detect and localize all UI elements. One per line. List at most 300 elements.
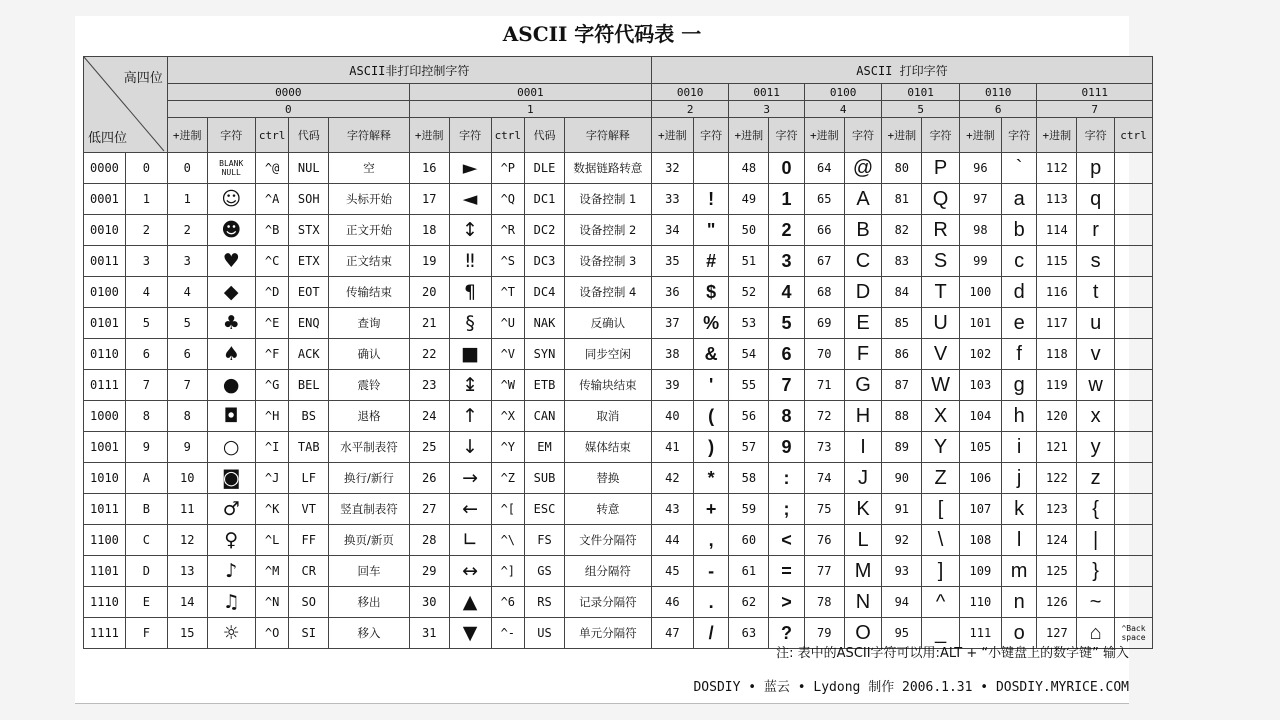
print-char: # — [693, 246, 729, 277]
ctrl-empty — [1114, 339, 1152, 370]
group-bin-6: 0110 — [959, 84, 1037, 101]
control-char: ► — [449, 153, 491, 184]
control-desc: 确认 — [329, 339, 410, 370]
group-hex-4: 4 — [804, 101, 882, 118]
control-char: ○ — [207, 432, 255, 463]
print-char: S — [922, 246, 960, 277]
control-char: ‼ — [449, 246, 491, 277]
row-hex: 1 — [125, 184, 167, 215]
control-char: ♫ — [207, 587, 255, 618]
col-header-char: 字符 — [693, 118, 729, 153]
print-char: 7 — [769, 370, 805, 401]
control-char: ∟ — [449, 525, 491, 556]
col-header-char: 字符 — [207, 118, 255, 153]
print-char: E — [844, 308, 882, 339]
control-ctrl: ^E — [255, 308, 289, 339]
row-bin: 1110 — [84, 587, 126, 618]
print-dec: 110 — [959, 587, 1001, 618]
print-dec: 93 — [882, 556, 922, 587]
print-char: { — [1077, 494, 1115, 525]
row-hex: 7 — [125, 370, 167, 401]
print-char: Q — [922, 184, 960, 215]
print-dec: 68 — [804, 277, 844, 308]
control-dec: 9 — [167, 432, 207, 463]
ctrl-empty — [1114, 215, 1152, 246]
control-desc: 正文开始 — [329, 215, 410, 246]
table-row — [84, 370, 1153, 401]
control-ctrl: ^D — [255, 277, 289, 308]
print-dec: 106 — [959, 463, 1001, 494]
print-dec: 122 — [1037, 463, 1077, 494]
print-char: A — [844, 184, 882, 215]
control-dec: 28 — [409, 525, 449, 556]
footnote: 注: 表中的ASCII字符可以用:ALT + “小键盘上的数字键” 输入 — [776, 646, 1129, 661]
control-char: ☺ — [207, 184, 255, 215]
print-dec: 94 — [882, 587, 922, 618]
corner-header — [84, 57, 168, 153]
control-ctrl: ^W — [491, 370, 525, 401]
print-char: U — [922, 308, 960, 339]
print-char: l — [1001, 525, 1037, 556]
print-char: v — [1077, 339, 1115, 370]
print-dec: 49 — [729, 184, 769, 215]
control-char: ♥ — [207, 246, 255, 277]
control-desc: 组分隔符 — [564, 556, 651, 587]
print-dec: 59 — [729, 494, 769, 525]
control-char: ◄ — [449, 184, 491, 215]
table-row — [84, 432, 1153, 463]
print-dec: 37 — [651, 308, 693, 339]
row-hex: A — [125, 463, 167, 494]
col-header-dec: +进制 — [409, 118, 449, 153]
table-row — [84, 184, 1153, 215]
print-dec: 67 — [804, 246, 844, 277]
col-header-dec: +进制 — [1037, 118, 1077, 153]
print-char: T — [922, 277, 960, 308]
control-ctrl: ^G — [255, 370, 289, 401]
row-bin: 0100 — [84, 277, 126, 308]
print-dec: 52 — [729, 277, 769, 308]
control-desc: 媒体结束 — [564, 432, 651, 463]
control-char: ☼ — [207, 618, 255, 649]
print-dec: 80 — [882, 153, 922, 184]
print-char: ( — [693, 401, 729, 432]
control-char: ↓ — [449, 432, 491, 463]
col-header-char: 字符 — [449, 118, 491, 153]
control-char: ♪ — [207, 556, 255, 587]
control-ctrl: ^H — [255, 401, 289, 432]
print-dec: 100 — [959, 277, 1001, 308]
control-desc: 设备控制 1 — [564, 184, 651, 215]
print-char: ) — [693, 432, 729, 463]
control-char: § — [449, 308, 491, 339]
control-char: ◆ — [207, 277, 255, 308]
print-char: + — [693, 494, 729, 525]
print-dec: 89 — [882, 432, 922, 463]
print-char: H — [844, 401, 882, 432]
control-ctrl: ^M — [255, 556, 289, 587]
col-header-dec: +进制 — [882, 118, 922, 153]
control-dec: 3 — [167, 246, 207, 277]
print-dec: 78 — [804, 587, 844, 618]
control-dec: 4 — [167, 277, 207, 308]
print-dec: 113 — [1037, 184, 1077, 215]
print-char: C — [844, 246, 882, 277]
control-code: CAN — [525, 401, 565, 432]
group-bin-3: 0011 — [729, 84, 804, 101]
control-ctrl: ^B — [255, 215, 289, 246]
print-dec: 117 — [1037, 308, 1077, 339]
control-char: ♂ — [207, 494, 255, 525]
control-code: CR — [289, 556, 329, 587]
print-char: J — [844, 463, 882, 494]
row-bin: 0101 — [84, 308, 126, 339]
control-char: ¶ — [449, 277, 491, 308]
print-dec: 95 — [882, 618, 922, 649]
print-char: * — [693, 463, 729, 494]
print-char: ^ — [922, 587, 960, 618]
print-dec: 65 — [804, 184, 844, 215]
col-header-dec: +进制 — [959, 118, 1001, 153]
control-desc: 单元分隔符 — [564, 618, 651, 649]
control-ctrl: ^N — [255, 587, 289, 618]
control-dec: 27 — [409, 494, 449, 525]
ctrl-empty — [1114, 308, 1152, 339]
group-hex-1: 1 — [409, 101, 651, 118]
control-code: NAK — [525, 308, 565, 339]
page-title: ASCII 字符代码表 一 — [502, 22, 702, 46]
print-char: x — [1077, 401, 1115, 432]
table-row — [84, 215, 1153, 246]
print-dec: 97 — [959, 184, 1001, 215]
control-ctrl: ^Z — [491, 463, 525, 494]
print-dec: 48 — [729, 153, 769, 184]
col-header-desc: 字符解释 — [564, 118, 651, 153]
col-header-code: 代码 — [525, 118, 565, 153]
print-char: Z — [922, 463, 960, 494]
control-desc: 头标开始 — [329, 184, 410, 215]
print-char — [693, 153, 729, 184]
control-dec: 31 — [409, 618, 449, 649]
control-dec: 8 — [167, 401, 207, 432]
print-char: o — [1001, 618, 1037, 649]
control-code: DLE — [525, 153, 565, 184]
table-row — [84, 556, 1153, 587]
control-dec: 29 — [409, 556, 449, 587]
print-dec: 35 — [651, 246, 693, 277]
print-char: s — [1077, 246, 1115, 277]
print-char: d — [1001, 277, 1037, 308]
print-dec: 98 — [959, 215, 1001, 246]
control-char: ♣ — [207, 308, 255, 339]
control-dec: 13 — [167, 556, 207, 587]
control-dec: 0 — [167, 153, 207, 184]
control-char: ↕ — [449, 215, 491, 246]
print-dec: 77 — [804, 556, 844, 587]
print-char: u — [1077, 308, 1115, 339]
print-char: : — [769, 463, 805, 494]
control-desc: 取消 — [564, 401, 651, 432]
row-bin: 1001 — [84, 432, 126, 463]
print-char: L — [844, 525, 882, 556]
print-char: k — [1001, 494, 1037, 525]
control-code: SO — [289, 587, 329, 618]
ctrl-backspace: ^Back space — [1114, 618, 1152, 649]
group-hex-7: 7 — [1037, 101, 1153, 118]
group-bin-1: 0001 — [409, 84, 651, 101]
table-row — [84, 246, 1153, 277]
control-code: BS — [289, 401, 329, 432]
nonprint-group-header: ASCII非打印控制字符 — [167, 57, 651, 84]
print-dec: 72 — [804, 401, 844, 432]
table-row — [84, 153, 1153, 184]
print-char: g — [1001, 370, 1037, 401]
control-desc: 设备控制 2 — [564, 215, 651, 246]
print-dec: 111 — [959, 618, 1001, 649]
control-char: ♀ — [207, 525, 255, 556]
control-char: ◙ — [207, 463, 255, 494]
control-ctrl: ^6 — [491, 587, 525, 618]
print-dec: 73 — [804, 432, 844, 463]
print-char: ? — [769, 618, 805, 649]
control-code: NUL — [289, 153, 329, 184]
control-dec: 7 — [167, 370, 207, 401]
print-dec: 50 — [729, 215, 769, 246]
print-char: W — [922, 370, 960, 401]
row-hex: 6 — [125, 339, 167, 370]
print-char: 3 — [769, 246, 805, 277]
control-desc: 数据链路转意 — [564, 153, 651, 184]
ctrl-empty — [1114, 277, 1152, 308]
col-header-ctrl: ctrl — [255, 118, 289, 153]
control-char: ◘ — [207, 401, 255, 432]
print-char: K — [844, 494, 882, 525]
control-code: DC2 — [525, 215, 565, 246]
control-dec: 16 — [409, 153, 449, 184]
row-bin: 1100 — [84, 525, 126, 556]
group-hex-5: 5 — [882, 101, 960, 118]
print-dec: 66 — [804, 215, 844, 246]
print-dec: 36 — [651, 277, 693, 308]
print-char: 2 — [769, 215, 805, 246]
control-desc: 同步空闲 — [564, 339, 651, 370]
print-dec: 85 — [882, 308, 922, 339]
ctrl-empty — [1114, 494, 1152, 525]
control-code: LF — [289, 463, 329, 494]
print-char: , — [693, 525, 729, 556]
control-desc: 换行/新行 — [329, 463, 410, 494]
print-char: z — [1077, 463, 1115, 494]
row-hex: F — [125, 618, 167, 649]
control-ctrl: ^V — [491, 339, 525, 370]
control-code: SYN — [525, 339, 565, 370]
control-code: DC3 — [525, 246, 565, 277]
control-char: ● — [207, 370, 255, 401]
row-bin: 0010 — [84, 215, 126, 246]
print-dec: 102 — [959, 339, 1001, 370]
print-dec: 40 — [651, 401, 693, 432]
print-char: X — [922, 401, 960, 432]
control-ctrl: ^[ — [491, 494, 525, 525]
control-dec: 17 — [409, 184, 449, 215]
control-code: ETB — [525, 370, 565, 401]
col-header-dec: +进制 — [651, 118, 693, 153]
table-row — [84, 339, 1153, 370]
print-char: h — [1001, 401, 1037, 432]
control-desc: 文件分隔符 — [564, 525, 651, 556]
col-header-dec: +进制 — [804, 118, 844, 153]
ctrl-empty — [1114, 587, 1152, 618]
print-dec: 57 — [729, 432, 769, 463]
control-ctrl: ^P — [491, 153, 525, 184]
print-char: n — [1001, 587, 1037, 618]
col-header-dec: +进制 — [729, 118, 769, 153]
print-char: Y — [922, 432, 960, 463]
print-dec: 118 — [1037, 339, 1077, 370]
col-header-char: 字符 — [1001, 118, 1037, 153]
control-ctrl: ^X — [491, 401, 525, 432]
print-char: 9 — [769, 432, 805, 463]
print-dec: 120 — [1037, 401, 1077, 432]
control-desc: 正文结束 — [329, 246, 410, 277]
control-code: ENQ — [289, 308, 329, 339]
print-dec: 84 — [882, 277, 922, 308]
table-row — [84, 277, 1153, 308]
print-dec: 91 — [882, 494, 922, 525]
row-bin: 1101 — [84, 556, 126, 587]
print-char: O — [844, 618, 882, 649]
group-hex-6: 6 — [959, 101, 1037, 118]
print-dec: 63 — [729, 618, 769, 649]
print-dec: 104 — [959, 401, 1001, 432]
control-char: BLANK NULL — [207, 153, 255, 184]
print-dec: 83 — [882, 246, 922, 277]
col-header-code: 代码 — [289, 118, 329, 153]
print-char: I — [844, 432, 882, 463]
print-char: . — [693, 587, 729, 618]
row-hex: 0 — [125, 153, 167, 184]
print-dec: 53 — [729, 308, 769, 339]
footer-credits: DOSDIY • 蓝云 • Lydong 制作 2006.1.31 • DOSDIY.MYRICE.COM — [693, 680, 1129, 695]
ctrl-empty — [1114, 525, 1152, 556]
control-ctrl: ^F — [255, 339, 289, 370]
control-desc: 设备控制 4 — [564, 277, 651, 308]
col-header-ctrl: ctrl — [1114, 118, 1152, 153]
group-bin-5: 0101 — [882, 84, 960, 101]
print-dec: 107 — [959, 494, 1001, 525]
print-char: G — [844, 370, 882, 401]
control-ctrl: ^U — [491, 308, 525, 339]
print-dec: 54 — [729, 339, 769, 370]
print-char: 4 — [769, 277, 805, 308]
print-char: - — [693, 556, 729, 587]
print-char: c — [1001, 246, 1037, 277]
control-code: EM — [525, 432, 565, 463]
control-desc: 移出 — [329, 587, 410, 618]
table-row — [84, 494, 1153, 525]
print-dec: 99 — [959, 246, 1001, 277]
row-hex: 8 — [125, 401, 167, 432]
print-char: 1 — [769, 184, 805, 215]
control-char: → — [449, 463, 491, 494]
control-desc: 空 — [329, 153, 410, 184]
print-dec: 38 — [651, 339, 693, 370]
print-char: 5 — [769, 308, 805, 339]
print-char: & — [693, 339, 729, 370]
print-char: ! — [693, 184, 729, 215]
print-dec: 39 — [651, 370, 693, 401]
control-code: US — [525, 618, 565, 649]
print-dec: 61 — [729, 556, 769, 587]
print-dec: 82 — [882, 215, 922, 246]
print-dec: 109 — [959, 556, 1001, 587]
control-dec: 19 — [409, 246, 449, 277]
control-ctrl: ^I — [255, 432, 289, 463]
control-dec: 18 — [409, 215, 449, 246]
print-char: > — [769, 587, 805, 618]
ctrl-empty — [1114, 184, 1152, 215]
control-ctrl: ^@ — [255, 153, 289, 184]
control-dec: 11 — [167, 494, 207, 525]
ctrl-empty — [1114, 246, 1152, 277]
row-hex: D — [125, 556, 167, 587]
control-code: DC4 — [525, 277, 565, 308]
control-desc: 反确认 — [564, 308, 651, 339]
control-ctrl: ^K — [255, 494, 289, 525]
control-desc: 传输结束 — [329, 277, 410, 308]
control-dec: 22 — [409, 339, 449, 370]
print-dec: 46 — [651, 587, 693, 618]
print-dec: 112 — [1037, 153, 1077, 184]
control-ctrl: ^A — [255, 184, 289, 215]
table-row — [84, 463, 1153, 494]
print-dec: 114 — [1037, 215, 1077, 246]
print-char: f — [1001, 339, 1037, 370]
print-char: 8 — [769, 401, 805, 432]
control-desc: 记录分隔符 — [564, 587, 651, 618]
print-char: / — [693, 618, 729, 649]
print-char: ' — [693, 370, 729, 401]
print-dec: 42 — [651, 463, 693, 494]
control-desc: 退格 — [329, 401, 410, 432]
control-dec: 20 — [409, 277, 449, 308]
row-bin: 0111 — [84, 370, 126, 401]
control-char: ↨ — [449, 370, 491, 401]
control-code: TAB — [289, 432, 329, 463]
print-dec: 96 — [959, 153, 1001, 184]
control-dec: 2 — [167, 215, 207, 246]
print-dec: 123 — [1037, 494, 1077, 525]
control-code: GS — [525, 556, 565, 587]
ctrl-empty — [1114, 401, 1152, 432]
control-code: SOH — [289, 184, 329, 215]
col-header-char: 字符 — [922, 118, 960, 153]
print-dec: 92 — [882, 525, 922, 556]
print-char: j — [1001, 463, 1037, 494]
print-char: ⌂ — [1077, 618, 1115, 649]
row-bin: 0001 — [84, 184, 126, 215]
print-char: e — [1001, 308, 1037, 339]
control-code: DC1 — [525, 184, 565, 215]
control-ctrl: ^O — [255, 618, 289, 649]
control-dec: 12 — [167, 525, 207, 556]
print-dec: 127 — [1037, 618, 1077, 649]
control-code: FF — [289, 525, 329, 556]
print-dec: 115 — [1037, 246, 1077, 277]
row-hex: E — [125, 587, 167, 618]
table-row — [84, 525, 1153, 556]
print-dec: 119 — [1037, 370, 1077, 401]
